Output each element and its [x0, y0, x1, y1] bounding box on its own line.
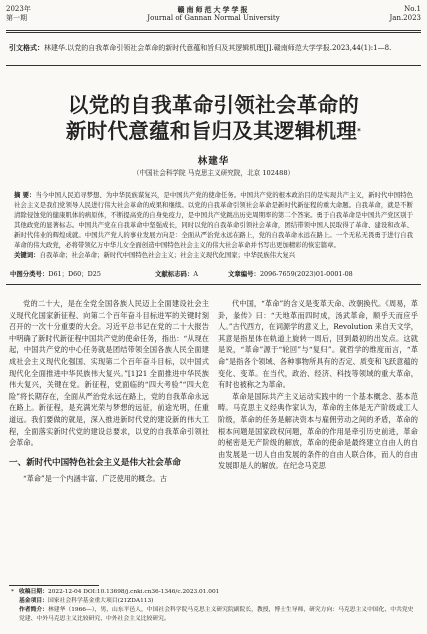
body-paragraph: 党的二十大，是在全党全国各族人民迈上全面建设社会主义现代化国家新征程、向第二个百年奋斗目标进军的关键时刻召开的一次十分重要的大会。习近平总书记在党的二十大报告中明确了新时代新征程中国共产党的使命任务，指出：“从现在起，中国共产党的中心任务就是团结带领全国各族人民全面建成社会主义现代化强国、实现第二个百年奋斗目标，以中国式现代化全面推进中华民族伟大复兴。”[1]21 全面推进中华民族伟大复兴，关键在党。新征程，党面临的“四大考验”“四大危险”将长期存在，全面从严治党永远在路上，党的自我革命永远在路上。新征程，是充满光荣与梦想的远征，前途光明，任重道远。我们要做的就是，深入推进新时代党的建设新的伟大工程，全面落实新时代党的建设总要求，以党的自我革命引领社会革命。 — [9, 299, 209, 448]
author-name: 林建华 — [197, 156, 230, 167]
title-footnote-mark: * — [357, 127, 362, 135]
footnote-mark: * — [11, 589, 14, 595]
doc-label: 文献标志码： — [155, 270, 194, 278]
header-rule — [6, 30, 421, 31]
section-heading: 一、新时代中国特色社会主义是伟大社会革命 — [9, 457, 181, 468]
body-column-right — [218, 298, 418, 472]
header-right — [389, 5, 421, 23]
clc-label: 中图分类号： — [10, 270, 49, 278]
article-label: 文章编号： — [228, 270, 260, 278]
meta-rule — [6, 284, 421, 285]
citation-text: 林建华.以党的自我革命引领社会革命的新时代意蕴和旨归及其逻辑机理[J].赣南师范大学学报.2023,44(1):1—8. — [44, 44, 392, 52]
article-title — [0, 92, 427, 144]
footnotes — [9, 588, 418, 624]
footnote-rule — [9, 585, 99, 586]
body-paragraph: “革命”是一个内涵丰富、广泛使用的概念。古 — [23, 473, 167, 483]
body-column-left — [9, 298, 209, 484]
header-no: No.1 — [404, 5, 421, 13]
footnote-label: 基金项目： — [19, 598, 48, 604]
header-issue: 第一期 — [6, 14, 27, 22]
author-affiliation: （中国社会科学院 马克思主义研究院，北京 102488） — [132, 169, 295, 177]
classification-info — [10, 270, 417, 280]
journal-name-cn: 赣南师范大学学报 — [177, 5, 250, 14]
title-line-2: 新时代意蕴和旨归及其逻辑机理 — [65, 119, 358, 143]
body-paragraph: 代中国，“革命”的含义是变革天命、改朝换代。《周易，革卦，彖传》曰：“天地革而四时成，汤武革命，顺乎天而应乎人。”古代西方，在词源学的意义上，Revolution 来自天文学，其意是指星体在轨道上旋转一周后，回到最初的出发点。这就是说，“革命”源于“轮回”与“复归”。就哲学的维度而言，“革命”是指各个领域、各种事物所具有的否定、质变和飞跃意蕴的变化、变革。在当代，政治、经济、科技等领域的重大革命，有时也被称之为革命。 — [218, 299, 418, 390]
doc-value: A — [193, 270, 198, 278]
citation-rule — [6, 65, 421, 66]
doc-code — [155, 270, 198, 280]
header-center — [6, 5, 421, 23]
keywords-text: 自我革命；社会革命；新时代中国特色社会主义；社会主义现代化国家；中华民族伟大复兴 — [39, 251, 296, 259]
citation-format — [9, 42, 418, 54]
header-rule-double — [6, 32, 421, 33]
footnote-author — [9, 606, 418, 624]
footnote-text: 2022-12-04 DOI:10.13698/j.cnki.cn36-1346/c.2023.01.001 — [48, 589, 220, 595]
citation-label: 引文格式： — [9, 43, 44, 52]
abstract-label: 摘 要： — [14, 191, 36, 199]
title-line-1: 以党的自我革命引领社会革命的 — [67, 93, 360, 117]
footnote-text: 国家社会科学基金重大项目(21ZDA113) — [48, 598, 154, 604]
article-number — [228, 270, 353, 280]
abstract — [14, 190, 413, 260]
running-header — [6, 5, 421, 33]
footnote-text: 林建华（1966—），男，山东平邑人，中国社会科学院马克思主义研究院副院长，教授，博士生导师，研究方向：马克思主义中国化、中共党史党建、中外马克思主义比较研究、中外社会主义比较研究。 — [19, 607, 414, 622]
footnote-label: 作者简介： — [19, 607, 48, 613]
footnote-received — [9, 588, 418, 597]
journal-name-en: Journal of Gannan Normal University — [147, 14, 280, 22]
keywords-label: 关键词： — [14, 251, 40, 259]
footnote-label: 收稿日期： — [19, 589, 48, 595]
article-value: 2096-7659(2023)01-0001-08 — [259, 270, 353, 278]
header-year: 2023年 — [6, 5, 31, 13]
body-paragraph: 革命是国际共产主义运动实践中的一个基本概念、基本范畴。马克思主义经典作家认为，革命的主体是无产阶级或工人阶级，革命的任务是解决资本与雇佣劳动之间的矛盾，革命的根本问题是国家政权问题，革命的作用是牵引历史前进，革命的秘密是无产阶级的解放，革命的使命是最终建立自由人的自由发展是一切人自由发展的条件的自由人联合体，而人的自由发展即是人的解放。在纪念马克思 — [218, 391, 418, 471]
header-date: Jan.2023 — [389, 14, 421, 22]
clc-number — [10, 270, 101, 280]
footnote-fund — [9, 597, 418, 606]
clc-value: D61；D60；D25 — [48, 270, 101, 278]
abstract-text: 当今中国人民追寻梦想、为中华民族谋复兴，是中国共产党的使命任务。中国共产党的根本政治目的是实现共产主义，新时代中国特色社会主义是我们党领导人民进行伟大社会革命的成果和继续。以党的自我革命引领社会革命是新时代新征程的重大命题。自我革命，就是不断清除侵蚀党的健康肌体的病原体，不断提高党的自身免疫力，是中国共产党跳出历史周期率的第二个答案。勇于自我革命是中国共产党区别于其他政党的显著标志。中国共产党在自我革命中坚强成长，同时以党的自我革命引领社会革命，团结带领中国人民取得了革命、建设和改革、新时代伟业的辉煌成就。中国共产党人的事业发展方向是：全面从严治党永远在路上，党的自我革命永远在路上。一个无私无畏勇于进行自我革命的伟大政党，必将带领亿万中华儿女全面创造中国特色社会主义的伟大社会革命并书写出更加精彩的恢宏篇章。 — [14, 191, 413, 249]
